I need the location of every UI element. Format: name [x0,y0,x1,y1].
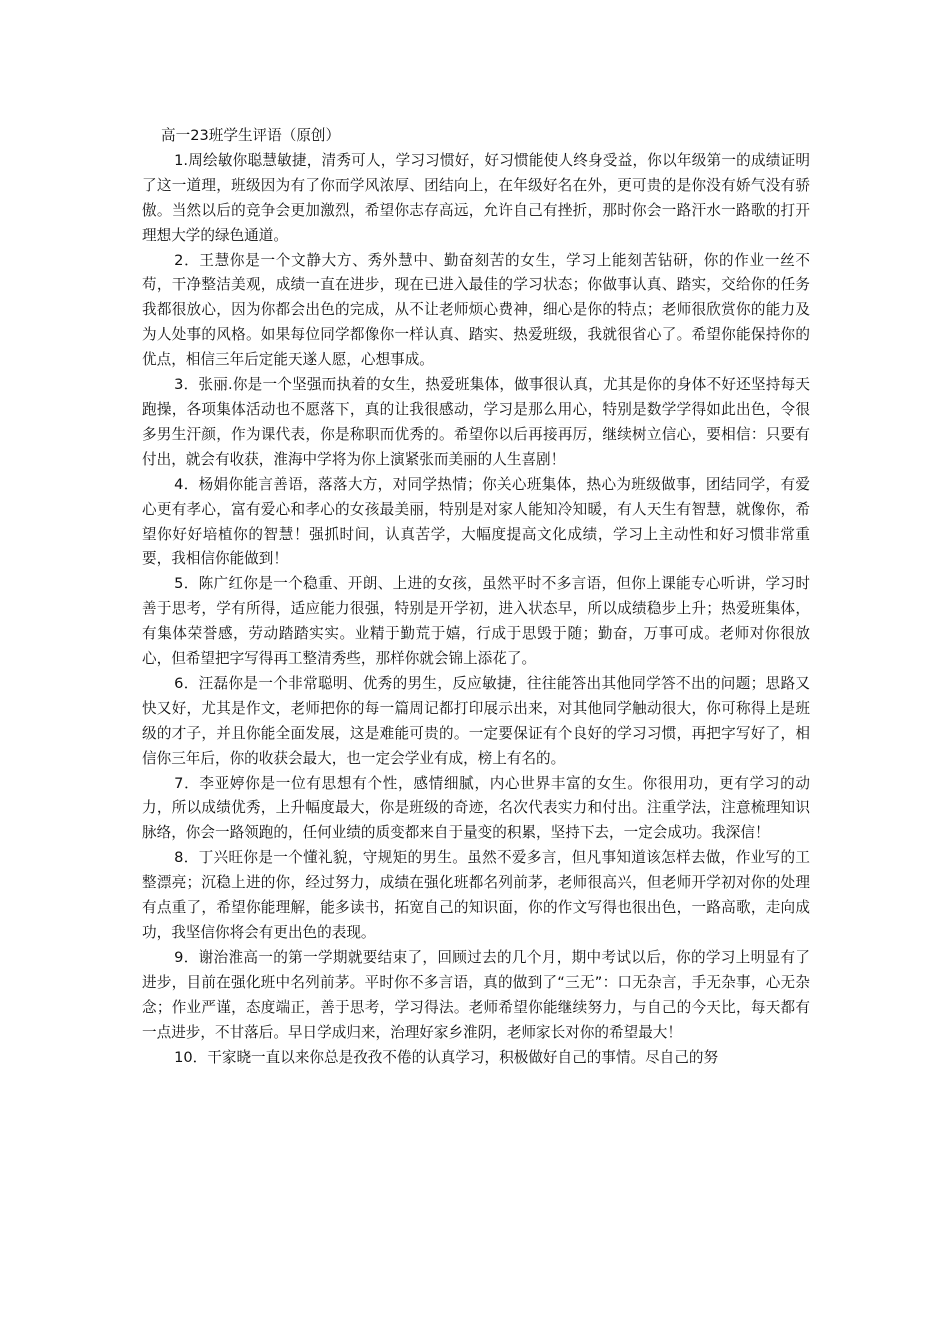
comment-paragraph-7: 7．李亚婷你是一位有思想有个性，感情细腻，内心世界丰富的女生。你很用功，更有学习的动力，所以成绩优秀，上升幅度最大，你是班级的奇迹，名次代表实力和付出。注重学法，注意梳理知识脉络，你会一路领跑的，任何业绩的质变都来自于量变的积累，坚持下去，一定会成功。我深信！ [142,774,810,842]
comment-paragraph-8: 8．丁兴旺你是一个懂礼貌，守规矩的男生。虽然不爱多言，但凡事知道该怎样去做，作业写的工整漂亮；沉稳上进的你，经过努力，成绩在强化班都名列前茅，老师很高兴，但老师开学初对你的处理有点重了，希望你能理解，能多读书，拓宽自己的知识面，你的作文写得也很出色，一路高歌，走向成功，我坚信你将会有更出色的表现。 [142,849,810,941]
document-title: 高一23班学生评语（原创） [161,127,341,144]
comment-paragraph-2: 2．王慧你是一个文静大方、秀外慧中、勤奋刻苦的女生，学习上能刻苦钻研，你的作业一丝不苟，干净整洁美观，成绩一直在进步，现在已进入最佳的学习状态；你做事认真、踏实，交给你的任务我都很放心，因为你都会出色的完成，从不让老师烦心费神，细心是你的特点；老师很欣赏你的能力及为人处事的风格。如果每位同学都像你一样认真、踏实、热爱班级，我就很省心了。希望你能保持你的优点，相信三年后定能天遂人愿，心想事成。 [142,251,810,369]
comment-paragraph-10: 10．干家晓一直以来你总是孜孜不倦的认真学习，积极做好自己的事情。尽自己的努 [174,1048,719,1066]
comment-paragraph-5: 5．陈广红你是一个稳重、开朗、上进的女孩，虽然平时不多言语，但你上课能专心听讲，学习时善于思考，学有所得，适应能力很强，特别是开学初，进入状态早，所以成绩稳步上升；热爱班集体，有集体荣誉感，劳动踏踏实实。业精于勤荒于嬉，行成于思毁于随；勤奋，万事可成。老师对你很放心，但希望把字写得再工整清秀些，那样你就会锦上添花了。 [142,575,810,668]
comment-paragraph-1: 1.周绘敏你聪慧敏捷，清秀可人，学习习惯好，好习惯能使人终身受益，你以年级第一的成绩证明了这一道理，班级因为有了你而学风浓厚、团结向上，在年级好名在外，更可贵的是你没有娇气没有骄傲。当然以后的竞争会更加激烈，希望你志存高远，允许自己有挫折，那时你会一路汗水一路歌的打开理想大学的绿色通道。 [142,151,810,244]
document-body [142,124,810,1070]
comment-paragraph-4: 4．杨娟你能言善语，落落大方，对同学热情；你关心班集体，热心为班级做事，团结同学，有爱心更有孝心，富有爱心和孝心的女孩最美丽，特别是对家人能知冷知暖，有人天生有智慧，就像你，希望你好好培植你的智慧！强抓时间，认真苦学，大幅度提高文化成绩，学习上主动性和好习惯非常重要，我相信你能做到！ [142,475,810,568]
comment-paragraph-9: 9．谢治淮高一的第一学期就要结束了，回顾过去的几个月，期中考试以后，你的学习上明显有了进步，目前在强化班中名列前茅。平时你不多言语，真的做到了“三无”：口无杂言，手无杂事，心无杂念；作业严谨，态度端正，善于思考，学习得法。老师希望你能继续努力，与自己的今天比，每天都有一点进步，不甘落后。早日学成归来，治理好家乡淮阴，老师家长对你的希望最大！ [142,948,810,1041]
comment-paragraph-3: 3．张丽.你是一个坚强而执着的女生，热爱班集体，做事很认真，尤其是你的身体不好还坚持每天跑操，各项集体活动也不愿落下，真的让我很感动，学习是那么用心，特别是数学学得如此出色，令很多男生汗颜，作为课代表，你是称职而优秀的。希望你以后再接再厉，继续树立信心，要相信：只要有付出，就会有收获，淮海中学将为你上演紧张而美丽的人生喜剧！ [142,376,810,468]
comment-paragraph-6: 6．汪磊你是一个非常聪明、优秀的男生，反应敏捷，往往能答出其他同学答不出的问题；思路又快又好，尤其是作文，老师把你的每一篇周记都打印展示出来，对其他同学触动很大，你可称得上是班级的才子，并且你能全面发展，这是难能可贵的。一定要保证有个良好的学习习惯，再把字写好了，相信你三年后，你的收获会最大，也一定会学业有成，榜上有名的。 [142,674,810,767]
